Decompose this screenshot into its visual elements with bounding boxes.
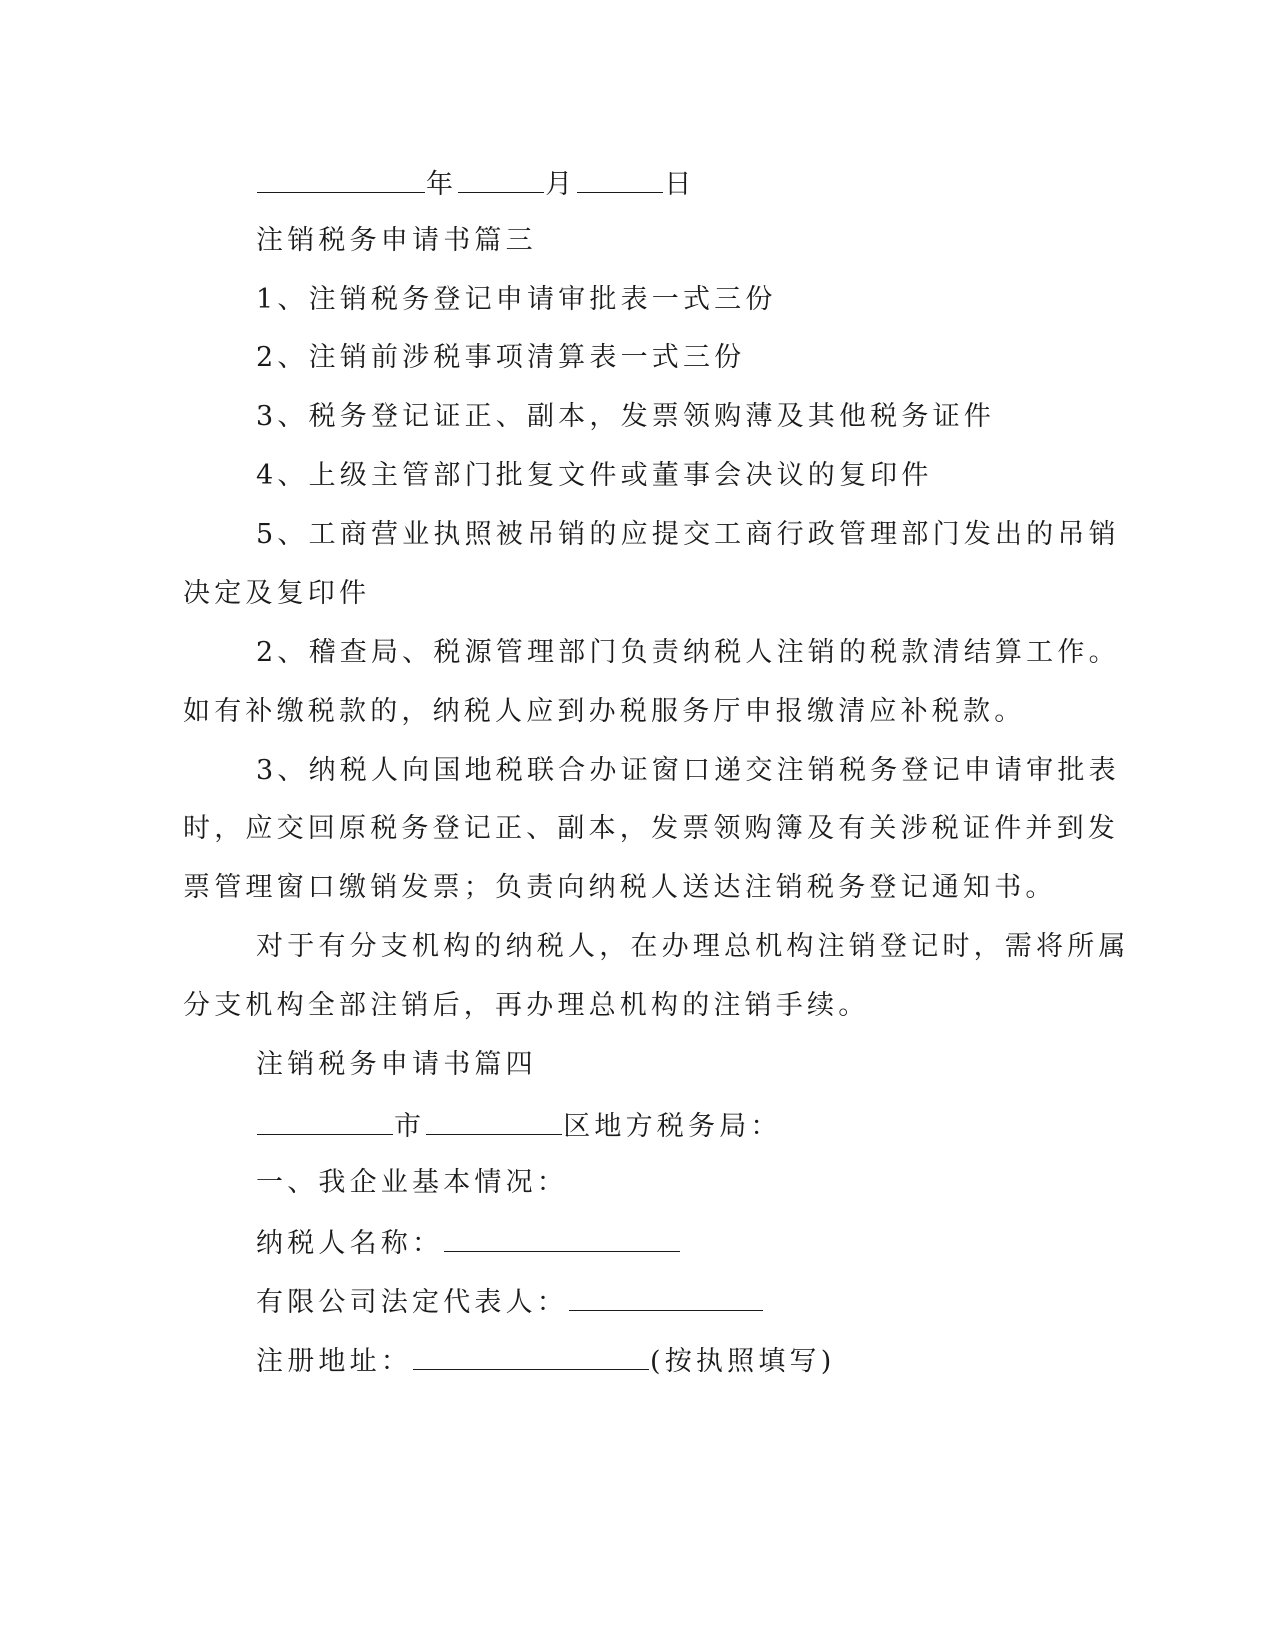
month-blank[interactable] — [458, 164, 544, 193]
legal-rep-label: 有限公司法定代表人： — [256, 1287, 568, 1318]
address-line — [256, 1341, 1156, 1380]
list-item: 4、上级主管部门批复文件或董事会决议的复印件 — [256, 460, 933, 491]
section3-title: 注销税务申请书篇三 — [256, 225, 537, 256]
taxpayer-name-line — [256, 1223, 1156, 1262]
year-blank[interactable] — [257, 164, 425, 193]
address-blank[interactable] — [413, 1341, 649, 1370]
paragraph-3-line1: 3、纳税人向国地税联合办证窗口递交注销税务登记申请审批表 — [256, 755, 1120, 786]
list-item-5-line1: 5、工商营业执照被吊销的应提交工商行政管理部门发出的吊销 — [256, 519, 1120, 550]
paragraph-3-line3: 票管理窗口缴销发票；负责向纳税人送达注销税务登记通知书。 — [183, 872, 1057, 903]
taxpayer-name-blank[interactable] — [444, 1223, 680, 1252]
legal-rep-line — [256, 1282, 1156, 1321]
date-line: 年 月 日 — [256, 164, 1156, 203]
taxpayer-name-label: 纳税人名称： — [256, 1228, 444, 1259]
address-note: (按执照填写) — [650, 1346, 836, 1377]
list-item-5-line2: 决定及复印件 — [183, 578, 371, 609]
day-blank[interactable] — [577, 164, 663, 193]
city-blank[interactable] — [257, 1106, 393, 1135]
paragraph-2-line1: 2、稽查局、税源管理部门负责纳税人注销的税款清结算工作。 — [256, 637, 1120, 668]
list-item: 3、税务登记证正、副本，发票领购薄及其他税务证件 — [256, 401, 995, 432]
addressee-line: 市 区地方税务局： — [256, 1106, 1156, 1145]
address-label: 注册地址： — [256, 1346, 412, 1377]
paragraph-4-line1: 对于有分支机构的纳税人，在办理总机构注销登记时，需将所属 — [256, 931, 1130, 962]
section4-title: 注销税务申请书篇四 — [256, 1049, 537, 1080]
legal-rep-blank[interactable] — [569, 1282, 763, 1311]
list-item: 1、注销税务登记申请审批表一式三份 — [256, 284, 777, 315]
paragraph-3-line2: 时，应交回原税务登记正、副本，发票领购簿及有关涉税证件并到发 — [183, 813, 1119, 844]
basic-info-heading: 一、我企业基本情况： — [256, 1167, 568, 1198]
district-blank[interactable] — [426, 1106, 562, 1135]
list-item: 2、注销前涉税事项清算表一式三份 — [256, 342, 746, 373]
paragraph-2-line2: 如有补缴税款的，纳税人应到办税服务厅申报缴清应补税款。 — [183, 696, 1026, 727]
paragraph-4-line2: 分支机构全部注销后，再办理总机构的注销手续。 — [183, 990, 870, 1021]
